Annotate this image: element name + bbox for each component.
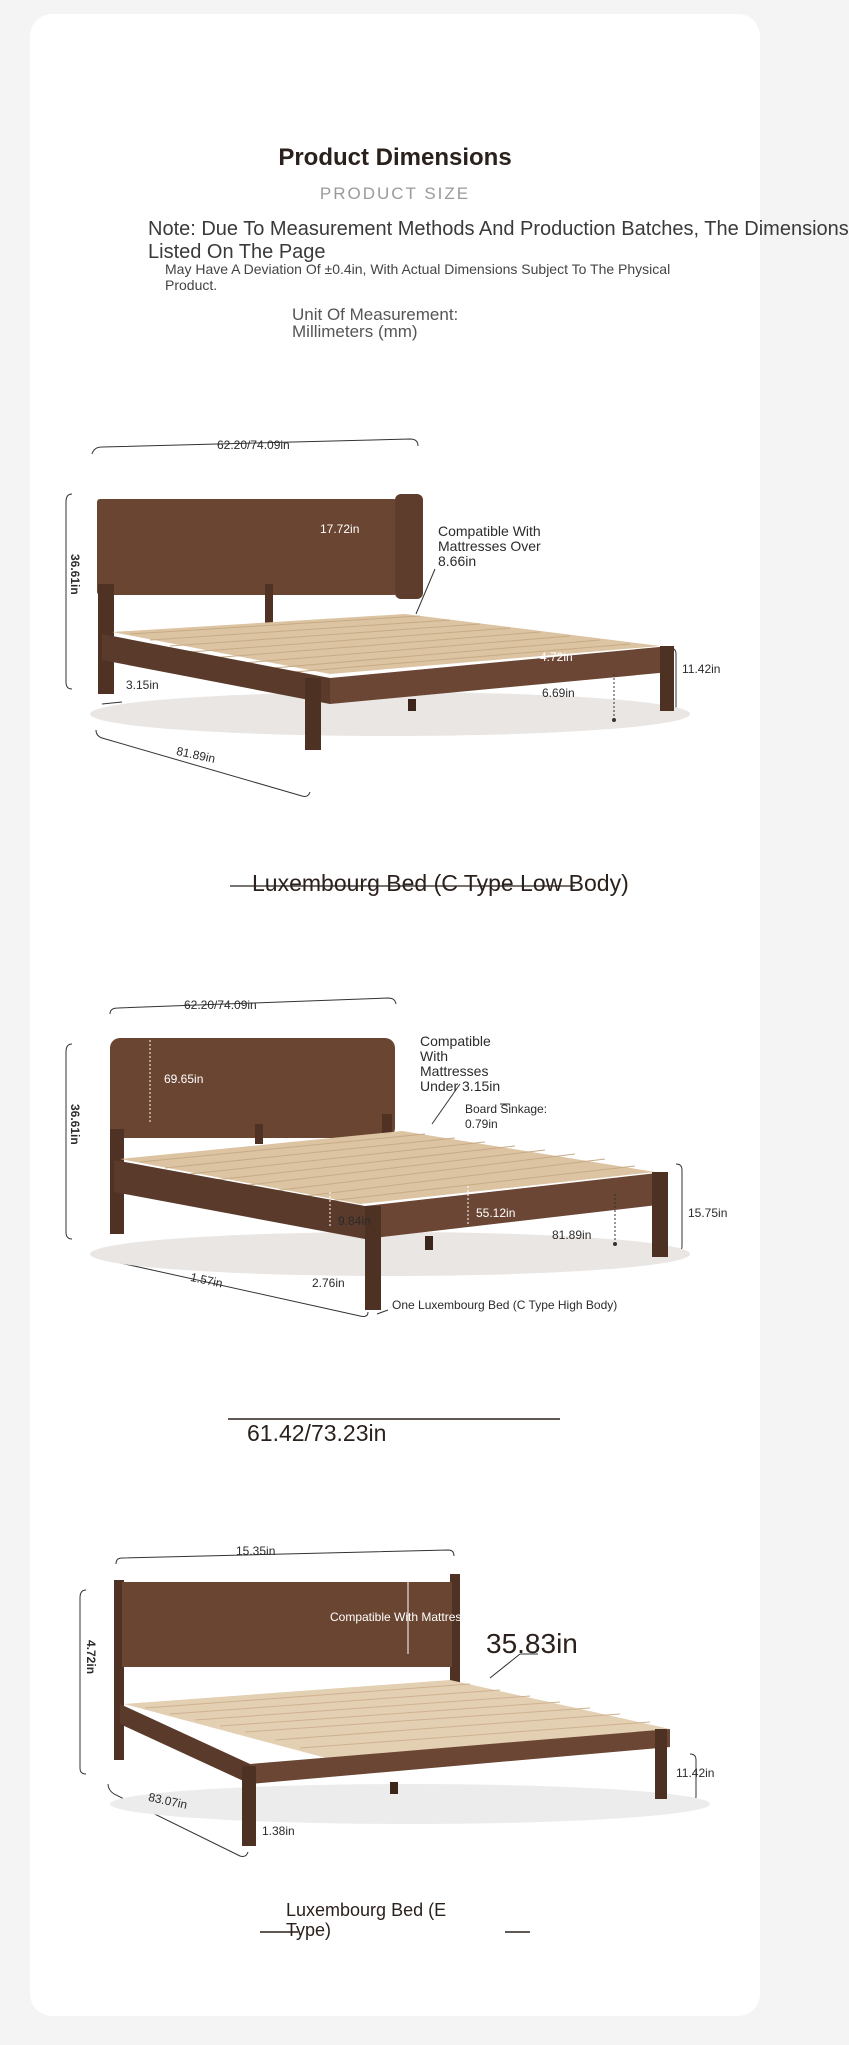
bed2-diag-left: 1.57in — [189, 1270, 224, 1291]
bed1-length: 81.89in — [175, 744, 217, 766]
bed3-right-height: 11.42in — [676, 1766, 715, 1780]
page-title: Product Dimensions — [278, 144, 512, 171]
bed1-height-left: 36.61in — [68, 554, 82, 595]
bed1-callout: Compatible With Mattresses Over 8.66in — [438, 523, 541, 569]
bed3-width-top: 15.35in — [236, 1544, 276, 1558]
bed1-title: Luxembourg Bed (C Type Low Body) — [252, 870, 629, 896]
bed3-title: Luxembourg Bed (E Type) — [286, 1900, 447, 1940]
bed2-callout: Compatible With Mattresses Under 3.15in — [420, 1033, 501, 1094]
bed-illustrations — [30, 14, 849, 2016]
bed1-side-rail: 4.72in — [540, 650, 573, 664]
bed2-sinkage-value: 0.79in — [465, 1117, 498, 1131]
bed1-width-top: 62.20/74.09in — [217, 438, 290, 452]
unit-value: Millimeters (mm) — [292, 322, 418, 341]
bed2-right-height: 15.75in — [688, 1206, 728, 1220]
bed3-callout: Compatible With Mattresses — [330, 1610, 481, 1624]
note-detail: May Have A Deviation Of ±0.4in, With Actual Dimensions Subject To The Physical Product. — [165, 261, 671, 293]
bed2-title: 61.42/73.23in — [247, 1420, 387, 1446]
bed2-height-left: 36.61in — [68, 1104, 82, 1145]
bed-1-drawing — [66, 439, 690, 797]
bed2-width-top: 62.20/74.09in — [184, 998, 257, 1012]
bed2-rail-left: 9.84in — [338, 1214, 371, 1228]
bed1-headboard-height: 17.72in — [320, 522, 360, 536]
bed1-corner: 3.15in — [126, 678, 159, 692]
unit-label: Unit Of Measurement: — [292, 305, 459, 324]
bed2-sinkage-label: Board Sinkage: — [465, 1102, 548, 1116]
bed3-height-left: 4.72in — [84, 1640, 98, 1675]
bed-2-drawing — [66, 998, 690, 1317]
bed2-diag-right: 2.76in — [312, 1276, 345, 1290]
bed3-length: 83.07in — [147, 1790, 189, 1812]
note-line-2: Listed On The Page — [148, 241, 326, 263]
bed2-rail-mid: 55.12in — [476, 1206, 516, 1220]
page-subtitle: PRODUCT SIZE — [319, 184, 471, 203]
bed3-leg: 1.38in — [262, 1824, 295, 1838]
note-line-1: Note: Due To Measurement Methods And Production Batches, The Dimensions — [148, 218, 849, 240]
bed2-length-right: 81.89in — [552, 1228, 592, 1242]
bed2-caption: One Luxembourg Bed (C Type High Body) — [392, 1298, 618, 1312]
bed3-big-dim: 35.83in — [486, 1628, 578, 1659]
bed2-headboard-height: 69.65in — [164, 1072, 204, 1086]
dimensions-card — [30, 14, 849, 2016]
bed1-leg-height: 6.69in — [542, 686, 575, 700]
bed1-right-height: 11.42in — [682, 662, 721, 676]
bed-3-drawing — [80, 1550, 710, 1857]
